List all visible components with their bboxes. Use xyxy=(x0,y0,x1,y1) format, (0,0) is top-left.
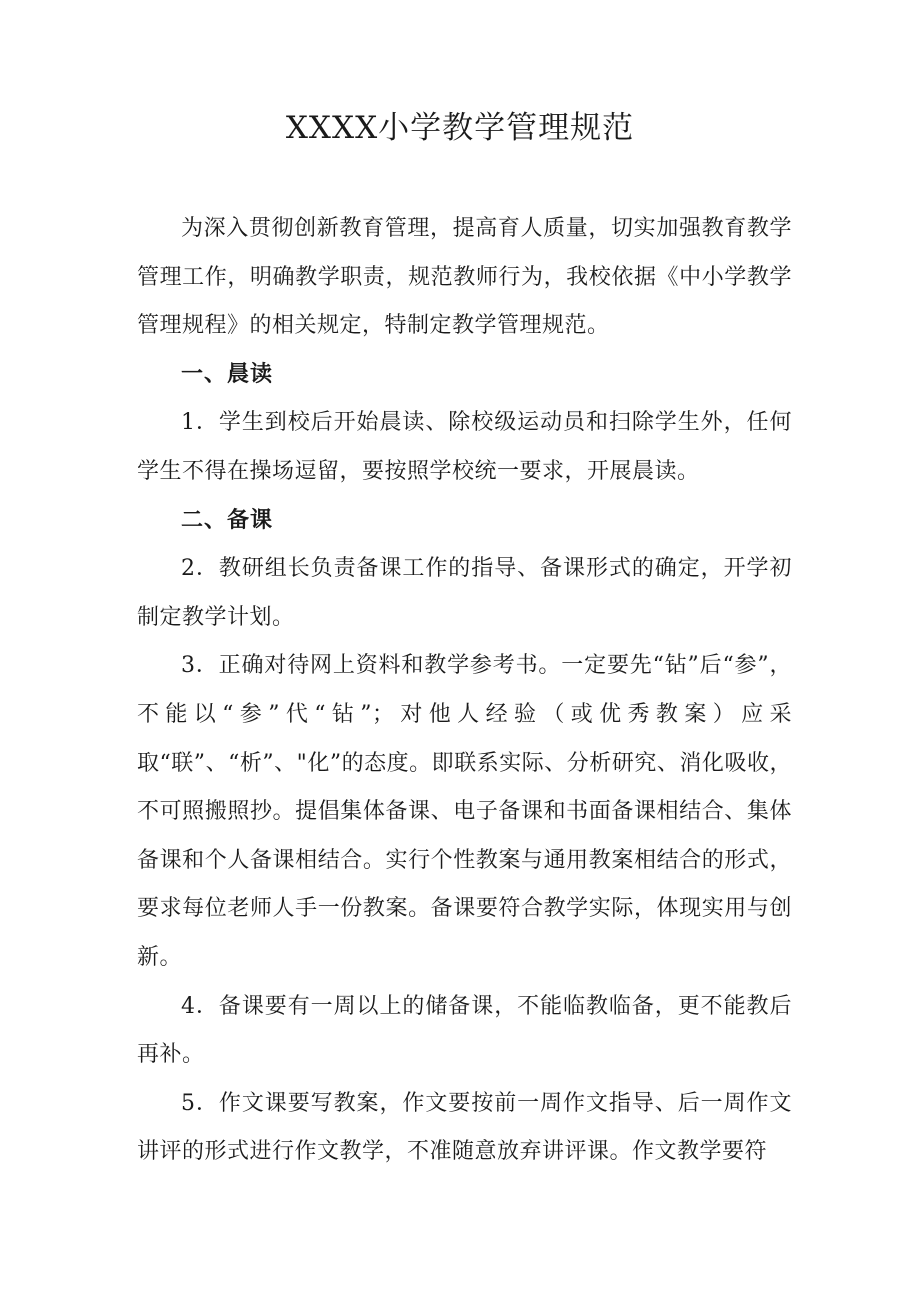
item-paragraph-1: 1．学生到校后开始晨读、除校级运动员和扫除学生外，任何学生不得在操场逗留，要按照学校统一要求，开展晨读。 xyxy=(137,410,792,484)
section-heading-lesson-preparation: 二、备课 xyxy=(181,507,274,533)
intro-paragraph: 为深入贯彻创新教育管理，提高育人质量，切实加强教育教学管理工作，明确教学职责，规范教师行为，我校依据《中小学教学管理规程》的相关规定，特制定教学管理规范。 xyxy=(137,216,792,339)
section-heading-morning-reading: 一、晨读 xyxy=(181,361,274,387)
document-title: XXXX小学教学管理规范 xyxy=(285,110,635,146)
item-paragraph-5: 5．作文课要写教案，作文要按前一周作文指导、后一周作文讲评的形式进行作文教学，不准随意放弃讲评课。作文教学要符 xyxy=(137,1090,792,1165)
item-paragraph-3: 3．正确对待网上资料和教学参考书。一定要先“钻”后“参”，不能以“参”代“钻”；对他人经验（或优秀教案）应采取“联”、“析”、"化”的态度。即联系实际、分析研究、消化吸收，不可照搬照抄。提倡集体备课、电子备课和书面备课相结合、集体备课和个人备课相结合。实行个性教案与通用教案相结合的形式，要求每位老师人手一份教案。备课要符合教学实际，体现实用与创新。 xyxy=(137,653,792,970)
document-body xyxy=(137,205,792,1177)
item-paragraph-4: 4．备课要有一周以上的储备课，不能临教临备，更不能教后再补。 xyxy=(137,993,792,1068)
item-paragraph-2: 2．教研组长负责备课工作的指导、备课形式的确定，开学初制定教学计划。 xyxy=(137,556,792,630)
